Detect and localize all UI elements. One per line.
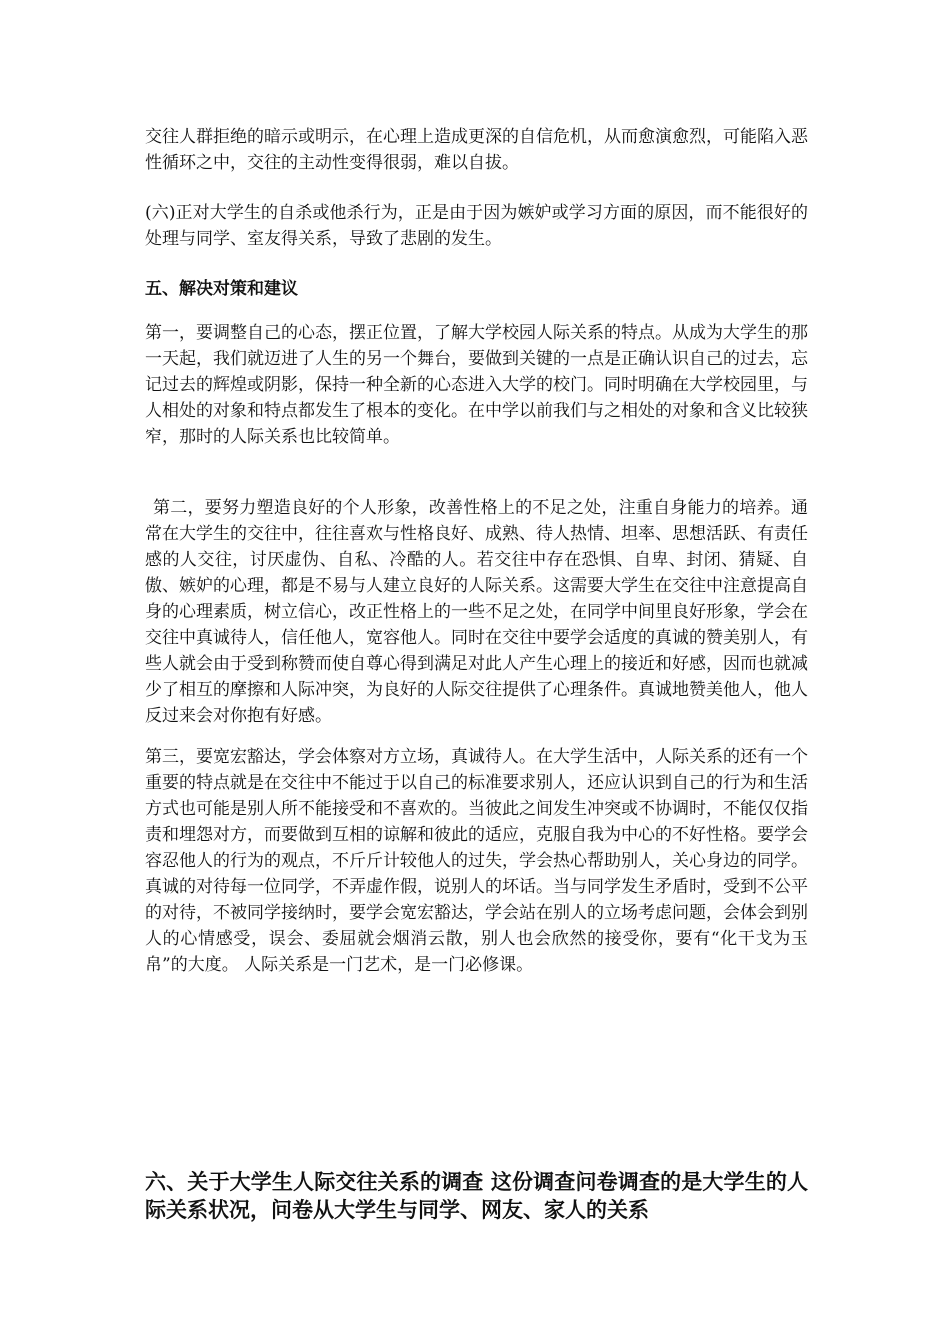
paragraph-intro-continuation: 交往人群拒绝的暗示或明示，在心理上造成更深的自信危机，从而愈演愈烈，可能陷入恶性循环之中，交往的主动性变得很弱，难以自拔。	[145, 127, 808, 173]
section-heading-survey: 六、关于大学生人际交往关系的调查 这份调查问卷调查的是大学生的人际关系状况，问卷从大学生与同学、网友、家人的关系	[145, 1170, 808, 1222]
paragraph-solution-first: 第一，要调整自己的心态，摆正位置，了解大学校园人际关系的特点。从成为大学生的那一天起，我们就迈进了人生的另一个舞台，要做到关键的一点是正确认识自己的过去，忘记过去的辉煌或阴影，保持一种全新的心态进入大学的校门。同时明确在大学校园里，与人相处的对象和特点都发生了根本的变化。在中学以前我们与之相处的对象和含义比较狭窄，那时的人际关系也比较简单。	[145, 323, 808, 447]
paragraph-item-six: (六)正对大学生的自杀或他杀行为，正是由于因为嫉妒或学习方面的原因，而不能很好的处理与同学、室友得关系，导致了悲剧的发生。	[145, 203, 808, 249]
section-heading-solutions: 五、解决对策和建议	[145, 279, 298, 299]
paragraph-solution-second: 第二，要努力塑造良好的个人形象，改善性格上的不足之处，注重自身能力的培养。通常在大学生的交往中，往往喜欢与性格良好、成熟、待人热情、坦率、思想活跃、有责任感的人交往，讨厌虚伪、自私、冷酷的人。若交往中存在恐惧、自卑、封闭、猜疑、自傲、嫉妒的心理，都是不易与人建立良好的人际关系。这需要大学生在交往中注意提高自身的心理素质，树立信心，改正性格上的一些不足之处，在同学中间里良好形象，学会在交往中真诚待人，信任他人，宽容他人。同时在交往中要学会适度的真诚的赞美别人，有些人就会由于受到称赞而使自尊心得到满足对此人产生心理上的接近和好感，因而也就减少了相互的摩擦和人际冲突，为良好的人际交往提供了心理条件。真诚地赞美他人，他人反过来会对你抱有好感。	[145, 498, 808, 726]
paragraph-solution-third: 第三，要宽宏豁达，学会体察对方立场，真诚待人。在大学生活中，人际关系的还有一个重要的特点就是在交往中不能过于以自己的标准要求别人，还应认识到自己的行为和生活方式也可能是别人所不能接受和不喜欢的。当彼此之间发生冲突或不协调时，不能仅仅指责和埋怨对方，而要做到互相的谅解和彼此的适应，克服自我为中心的不好性格。要学会容忍他人的行为的观点，不斤斤计较他人的过失，学会热心帮助别人，关心身边的同学。真诚的对待每一位同学，不弄虚作假，说别人的坏话。当与同学发生矛盾时，受到不公平的对待，不被同学接纳时，要学会宽宏豁达，学会站在别人的立场考虑问题，会体会到别人的心情感受，误会、委屈就会烟消云散，别人也会欣然的接受你，要有“化干戈为玉帛”的大度。 人际关系是一门艺术，是一门必修课。	[145, 747, 808, 975]
